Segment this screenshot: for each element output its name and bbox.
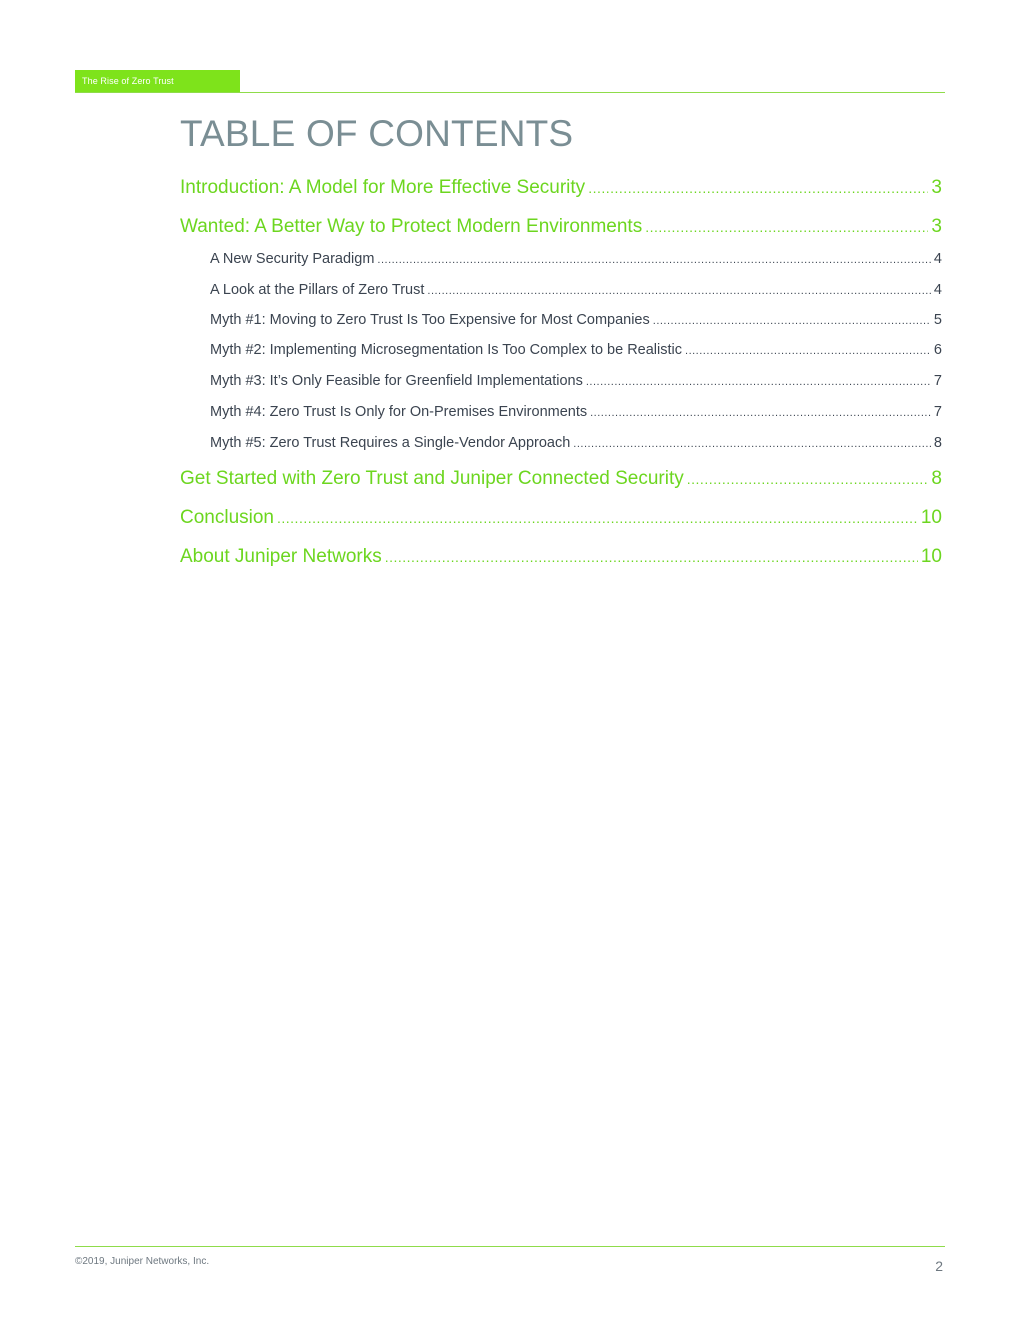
toc-entry-conclusion[interactable] — [180, 507, 942, 533]
dot-leader — [427, 285, 931, 297]
footer-divider — [75, 1246, 945, 1247]
dot-leader — [277, 510, 918, 526]
header-divider — [75, 92, 945, 93]
page-title: TABLE OF CONTENTS — [180, 113, 574, 154]
toc-entry-page: 5 — [933, 312, 942, 328]
toc-entry-label: Myth #5: Zero Trust Requires a Single-Vendor Approach — [210, 435, 571, 451]
footer-page-number: 2 — [935, 1258, 943, 1274]
toc-entry-label: A New Security Paradigm — [210, 251, 375, 267]
toc-entry-myth-5[interactable] — [210, 435, 942, 455]
toc-entry-label: About Juniper Networks — [180, 546, 382, 567]
toc-entry-introduction[interactable] — [180, 177, 942, 203]
toc-entry-label: Wanted: A Better Way to Protect Modern Environments — [180, 216, 643, 237]
toc-entry-page: 10 — [920, 507, 942, 528]
toc-entry-myth-1[interactable] — [210, 312, 942, 332]
toc-entry-page: 10 — [920, 546, 942, 567]
dot-leader — [377, 254, 931, 266]
toc-entry-page: 8 — [931, 468, 942, 489]
toc-entry-page: 7 — [933, 373, 942, 389]
toc-entry-label: Myth #3: It’s Only Feasible for Greenfield Implementations — [210, 373, 583, 389]
dot-leader — [588, 180, 928, 196]
dot-leader — [573, 438, 931, 450]
toc-entry-page: 8 — [933, 435, 942, 451]
toc-entry-page: 3 — [931, 177, 942, 198]
toc-entry-label: Get Started with Zero Trust and Juniper Connected Security — [180, 468, 684, 489]
toc-entry-page: 4 — [933, 251, 942, 267]
dot-leader — [687, 471, 929, 487]
toc-entry-wanted[interactable] — [180, 216, 942, 242]
dot-leader — [653, 315, 931, 327]
toc-entry-myth-2[interactable] — [210, 342, 942, 362]
running-title-tab: The Rise of Zero Trust — [75, 70, 240, 92]
toc-entry-label: Introduction: A Model for More Effective Security — [180, 177, 586, 198]
dot-leader — [385, 549, 918, 565]
toc-entry-page: 3 — [931, 216, 942, 237]
toc-entry-myth-4[interactable] — [210, 404, 942, 424]
toc-entry-about-juniper[interactable] — [180, 546, 942, 572]
dot-leader — [645, 219, 928, 235]
toc-entry-page: 6 — [933, 342, 942, 358]
toc-entry-get-started[interactable] — [180, 468, 942, 494]
toc-entry-page: 7 — [933, 404, 942, 420]
toc-entry-label: Myth #2: Implementing Microsegmentation Is Too Complex to be Realistic — [210, 342, 683, 358]
dot-leader — [590, 407, 931, 419]
dot-leader — [586, 376, 931, 388]
toc-entry-pillars[interactable] — [210, 282, 942, 302]
dot-leader — [685, 345, 931, 357]
toc-entry-myth-3[interactable] — [210, 373, 942, 393]
toc-entry-page: 4 — [933, 282, 942, 298]
toc-entry-new-security-paradigm[interactable] — [210, 251, 942, 271]
toc-entry-label: Conclusion — [180, 507, 274, 528]
toc-entry-label: Myth #4: Zero Trust Is Only for On-Premises Environments — [210, 404, 588, 420]
footer-copyright: ©2019, Juniper Networks, Inc. — [75, 1256, 210, 1267]
toc-entry-label: A Look at the Pillars of Zero Trust — [210, 282, 425, 298]
toc-entry-label: Myth #1: Moving to Zero Trust Is Too Expensive for Most Companies — [210, 312, 650, 328]
